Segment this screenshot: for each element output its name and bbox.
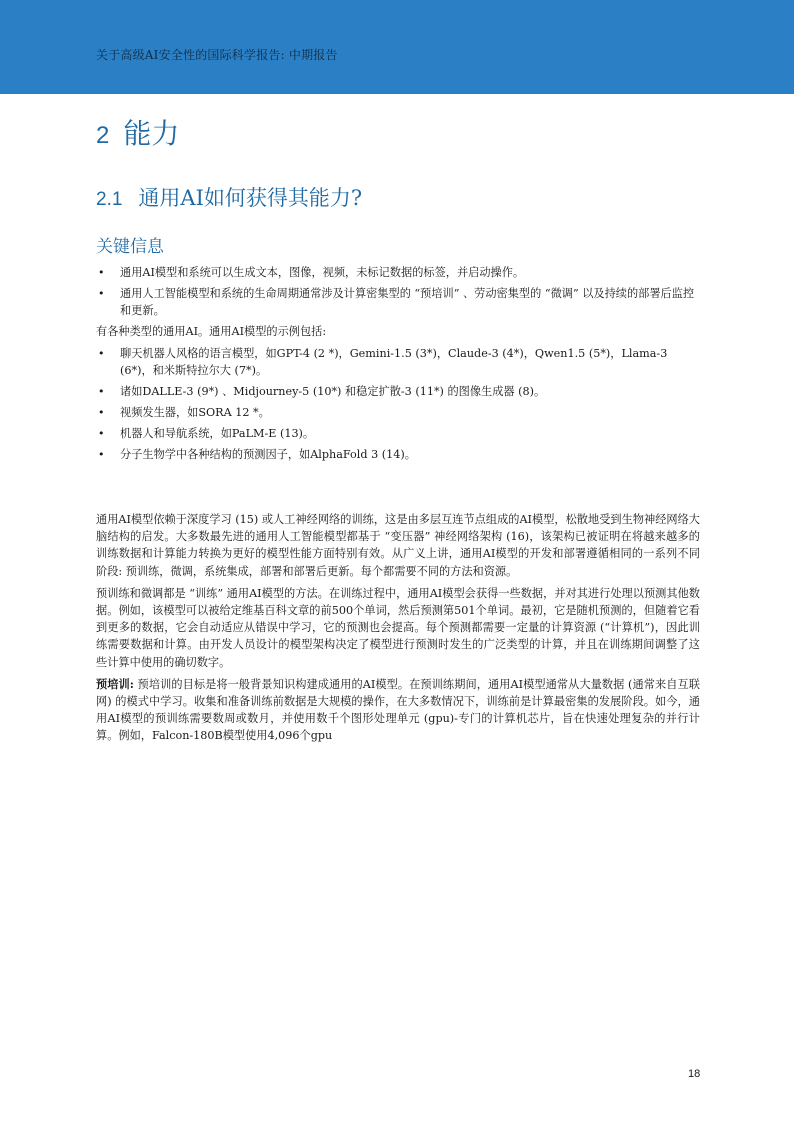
chapter-title-text: 能力 xyxy=(123,117,180,150)
examples-intro: 有各种类型的通用AI。通用AI模型的示例包括: xyxy=(96,325,327,338)
header-band xyxy=(0,0,794,94)
chapter-title xyxy=(96,116,700,154)
term-label: 预培训: xyxy=(96,676,134,691)
paragraph-text: 预培训的目标是将一般背景知识构建成通用的AI模型。在预训练期间，通用AI模型通常从大量数据 (通常来自互联网) 的模式中学习。收集和准备训练前数据是大规模的操作，在大多数情况下，训练前是计算最密集的发展阶段。如今，通用AI模型的预训练需要数周或数月，并使用数千个图形处理单元 (gpu)-专门的计算机芯片，旨在快速处理复杂的并行计算。例如，Falcon-180B模型使用4,096个gpu xyxy=(96,677,700,743)
body-paragraph xyxy=(96,676,700,745)
section-number: 2.1 xyxy=(96,189,123,210)
key-info-list xyxy=(96,264,700,319)
running-header-title: 关于高级AI安全性的国际科学报告: 中期报告 xyxy=(96,48,338,62)
body-paragraph: 通用AI模型依赖于深度学习 (15) 或人工神经网络的训练，这是由多层互连节点组成的AI模型，松散地受到生物神经网络大脑结构的启发。大多数最先进的通用人工智能模型都基于 “变压器” 神经网络架构 (16)，该架构已被证明在将越来越多的训练数据和计算能力转换为更好的模型性能方面特别有效。从广义上讲，通用AI模型的开发和部署遵循相同的一系列不同阶段: 预训练，微调，系统集成，部署和部署后更新。每个都需要不同的方法和资源。 xyxy=(96,513,700,578)
chapter-number: 2 xyxy=(96,122,110,149)
page-number: 18 xyxy=(688,1068,701,1080)
section-title xyxy=(96,184,700,214)
page-content xyxy=(96,94,700,750)
list-item: • 聊天机器人风格的语言模型，如GPT-4 (2 *)，Gemini-1.5 (3*)，Claude-3 (4*)，Qwen1.5 (5*)，Llama-3 (6*)，和米斯特拉尔大 (7*)。 xyxy=(96,345,700,379)
list-item: • 分子生物学中各种结构的预测因子，如AlphaFold 3 (14)。 xyxy=(96,446,700,463)
section-title-text: 通用AI如何获得其能力? xyxy=(138,186,363,210)
list-item: • 通用AI模型和系统可以生成文本，图像，视频，未标记数据的标签，并启动操作。 xyxy=(96,264,700,281)
key-info-heading: 关键信息 xyxy=(96,237,164,257)
list-item: • 通用人工智能模型和系统的生命周期通常涉及计算密集型的 “预培训” 、劳动密集型的 “微调” 以及持续的部署后监控和更新。 xyxy=(96,285,700,319)
list-item: • 诸如DALLE-3 (9*) 、Midjourney-5 (10*) 和稳定扩散-3 (11*) 的图像生成器 (8)。 xyxy=(96,383,700,400)
body-paragraph: 预训练和微调都是 “训练” 通用AI模型的方法。在训练过程中，通用AI模型会获得一些数据，并对其进行处理以预测其他数据。例如，该模型可以被给定维基百科文章的前500个单词，然后预测第501个单词。最初，它是随机预测的，但随着它看到更多的数据，它会自动适应从错误中学习，它的预测也会提高。每个预测都需要一定量的计算资源 (“计算机”)，因此训练需要数据和计算。由开发人员设计的模型架构决定了模型进行预测时发生的广泛类型的计算，并且在训练期间调整了这些计算中使用的确切数字。 xyxy=(96,586,700,669)
list-item: • 视频发生器，如SORA 12 *。 xyxy=(96,404,700,421)
spacer xyxy=(96,467,700,511)
list-item: • 机器人和导航系统，如PaLM-E (13)。 xyxy=(96,425,700,442)
examples-list xyxy=(96,345,700,463)
